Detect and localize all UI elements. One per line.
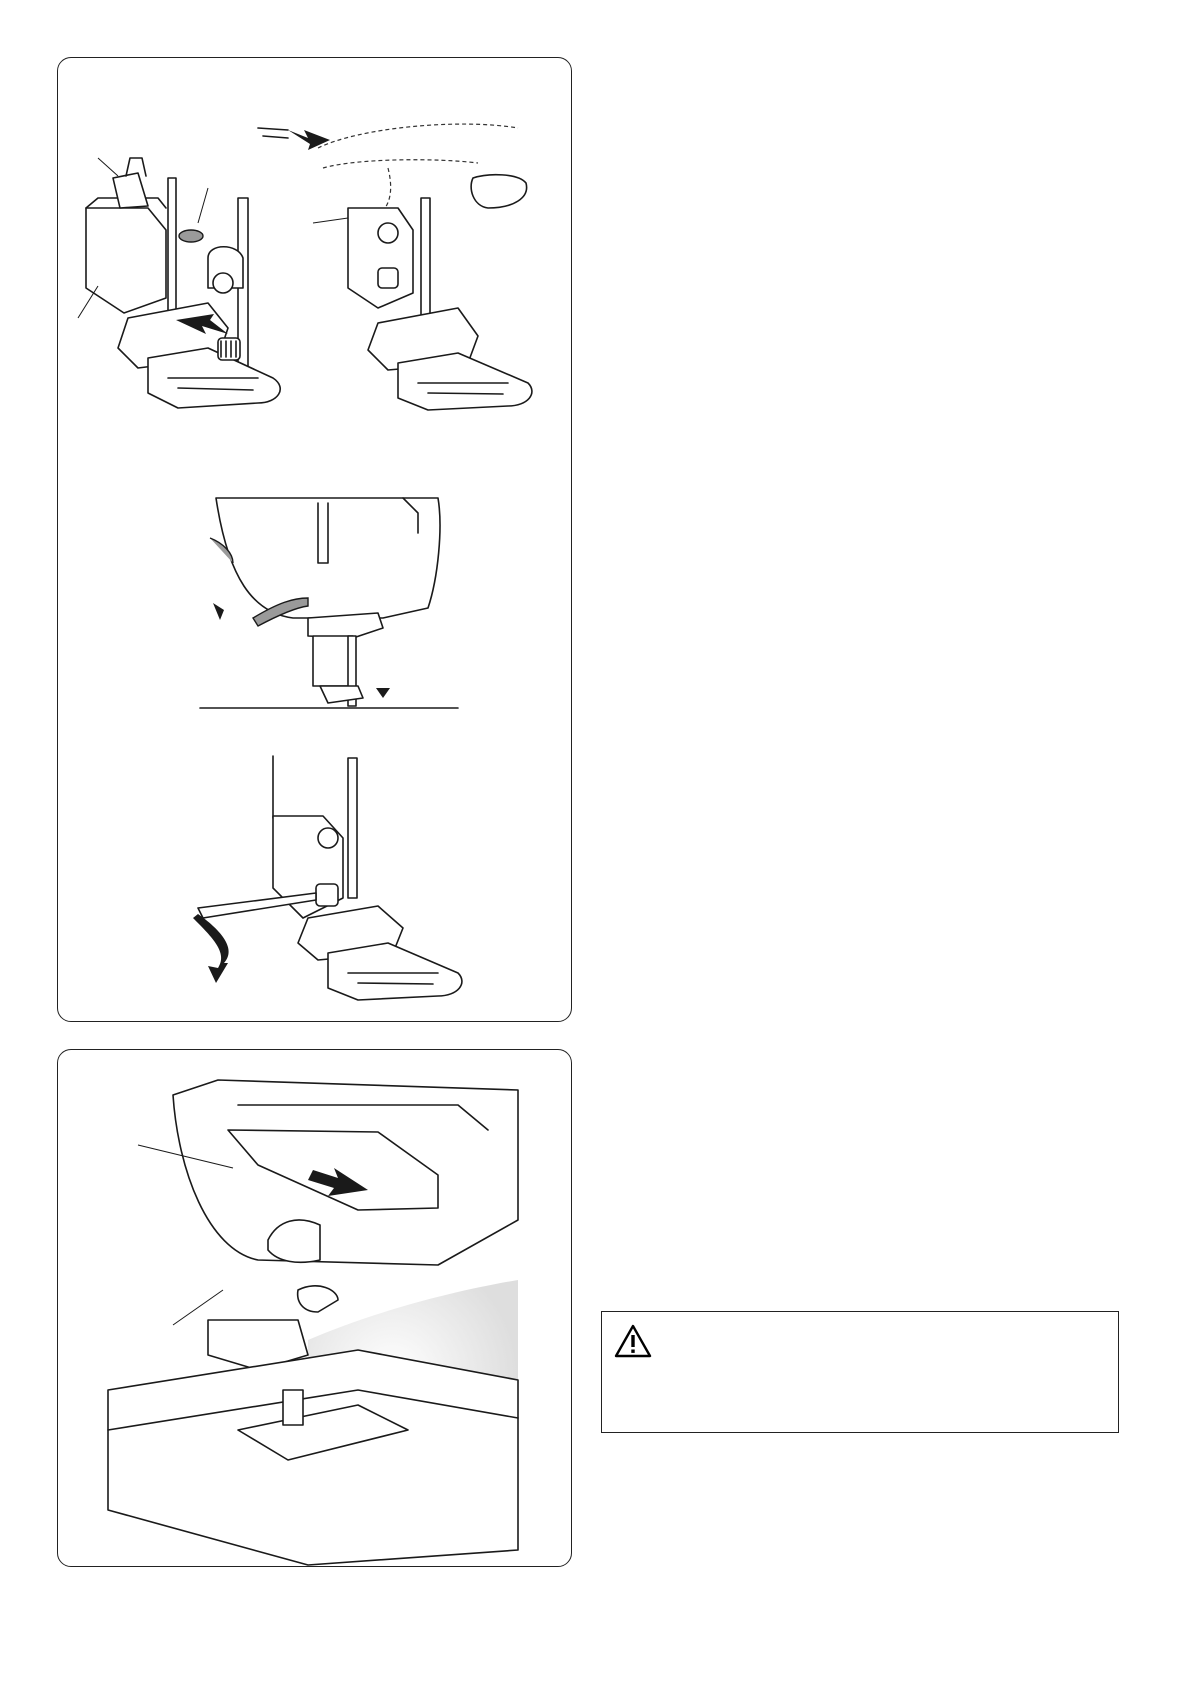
needle-clamp-engage-figure	[258, 124, 532, 410]
illustration-panel-bed-removal	[57, 1049, 572, 1567]
walking-foot-illustrations	[58, 58, 571, 1021]
walking-foot-attach-figure	[78, 158, 280, 408]
bed-extension-illustration	[58, 1050, 571, 1566]
warning-triangle-icon	[614, 1324, 652, 1358]
caution-box	[601, 1311, 1119, 1433]
screw-tighten-figure	[193, 756, 462, 1000]
illustration-panel-walking-foot	[57, 57, 572, 1022]
presser-foot-lower-figure	[200, 498, 458, 708]
